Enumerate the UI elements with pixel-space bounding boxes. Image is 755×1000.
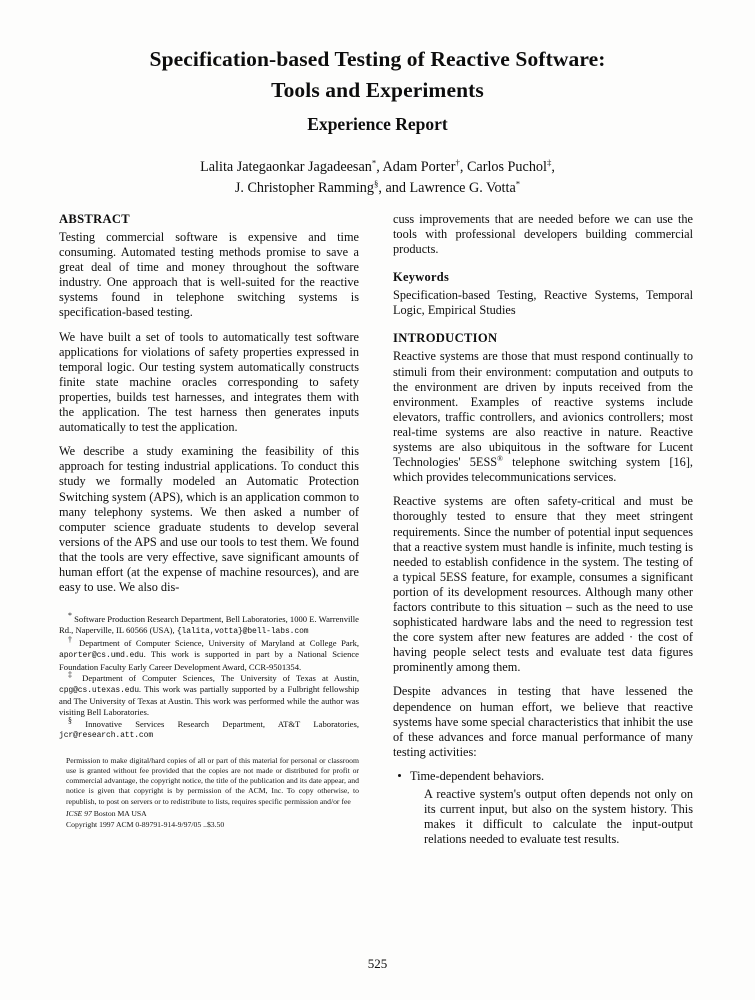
footnote-email-ddagger: cpg@cs.utexas.edu <box>59 685 139 695</box>
author-line-1-tail: , <box>551 159 555 175</box>
intro-paragraph-1 <box>393 349 693 485</box>
footnote-affiliation-ddagger <box>59 670 359 717</box>
footnote-mark-section: § <box>68 715 72 725</box>
abstract-paragraph-2: We have built a set of tools to automatically test software applications for violations of safety properties expressed in temporal logic. Our testing system automatically constructs finite state machine oracles corresponding to safety properties, builds test harnesses, and integrates them with the application. The test harness then generates inputs automatically to test the application. <box>59 329 359 435</box>
keywords-heading: Keywords <box>393 270 450 285</box>
copyright-permission-text: Permission to make digital/hard copies of all or part of this material for personal or classroom use is granted without fee provided that the copies are not made or distributed for profit or commercial advantage, the copyright notice, the title of the publication and its date appear, and notice is given that copyright is by permission of the ACM, Inc. To copy otherwise, to republish, to post on servers or to redistribute to lists, requires specific permission and/or fee <box>66 755 359 806</box>
author-porter: , Adam Porter <box>376 159 456 175</box>
intro-paragraph-2: Reactive systems are often safety-critical and must be thoroughly tested to ensure that they meet stringent requirements. Since the number of potential input sequences that a reactive system must handle is infinite, much testing is needed to establish confidence in the system. The testing of a typical 5ESS feature, for example, consumes a significant portion of its development resources. Although many other factors contribute to this situation – such as the need to use sophisticated hardware labs and the need to regression test the core system after new features are added · the cost of having people select tests and evaluate test data figures prominently among them. <box>393 494 693 675</box>
bullet-dot-icon <box>398 774 401 777</box>
abstract-paragraph-3: We describe a study examining the feasibility of this approach for testing industrial applications. To conduct this study we formally modeled an Automatic Protection Switching system (APS), which is an application common to many telephony systems. We then asked a number of computer science graduate students to develop several versions of the APS and use our tools to test them. We found that the tools are very effective, save significant amounts of human effort (at the expense of machine resources), and are easy to use. We also dis- <box>59 444 359 595</box>
intro-paragraph-3: Despite advances in testing that have lessened the dependence on human effort, we believe that reactive systems have some special characteristics that inhibit the use of these advances and force manual performance of many testing activities: <box>393 684 693 759</box>
title-block <box>0 0 755 199</box>
author-mark-1: * <box>371 157 377 168</box>
acm-copyright-block <box>59 756 359 830</box>
intro-p1-part-b: telephone switching system [16], which provides telecommunications services. <box>393 455 693 485</box>
author-puchol: , Carlos Puchol <box>459 159 547 175</box>
footnote-mark-dagger: † <box>68 635 75 645</box>
footnote-affiliation-dagger <box>59 635 360 672</box>
page-number: 525 <box>367 956 388 971</box>
footnote-affiliation-star <box>59 611 359 637</box>
author-mark-3: ‡ <box>546 157 552 168</box>
footnote-tail-ddagger: . This work was partially supported by a Fulbright fellowship and The University of Texas at Austin. This work was performed while the author was visiting Bell Laboratories. <box>59 683 359 717</box>
paper-title-line-2: Tools and Experiments <box>271 78 484 102</box>
footnote-text-section: Innovative Services Research Department, AT&T Laboratories, <box>85 718 359 729</box>
copyright-venue <box>66 809 359 819</box>
venue-location: Boston MA USA <box>91 808 147 818</box>
abstract-heading: ABSTRACT <box>59 212 130 226</box>
intro-p1-part-a: Reactive systems are those that must respond continually to stimuli from their environment: computation and outputs to the environment are driven by inputs received from the environment. Examples of reactive systems include elevators, traffic controllers, and avionics controllers; most real-time systems are also reactive in nature. Reactive systems are also ubiquitous in the software for Lucent Technologies' 5ESS <box>393 349 693 470</box>
footnote-email-dagger: aporter@cs.umd.edu <box>59 650 144 660</box>
left-column <box>59 212 359 830</box>
paper-title-line-1: Specification-based Testing of Reactive Software: <box>149 47 606 71</box>
footnote-mark-ddagger: ‡ <box>68 670 76 680</box>
footnote-text-dagger: Department of Computer Science, University of Maryland at College Park, <box>79 638 360 649</box>
author-jagadeesan: Lalita Jategaonkar Jagadeesan <box>200 159 372 175</box>
author-ramming: J. Christopher Ramming <box>234 180 374 196</box>
paper-subtitle: Experience Report <box>307 114 448 134</box>
footnote-email-star: {lalita,votta}@bell-labs.com <box>176 626 309 636</box>
footnote-affiliation-section <box>59 715 359 742</box>
footnotes-block <box>59 612 359 742</box>
footnote-email-section: jcr@research.att.com <box>59 731 154 741</box>
intro-characteristics-list <box>393 769 693 847</box>
author-mark-5: * <box>515 178 521 189</box>
list-item <box>410 769 693 847</box>
author-line-1 <box>60 157 695 178</box>
right-column <box>393 212 693 851</box>
author-line-2 <box>60 178 695 199</box>
abstract-continuation: cuss improvements that are needed before we can use the tools with professional developers building commercial products. <box>393 212 693 257</box>
registered-trademark-icon: ® <box>497 454 503 464</box>
footnote-text-ddagger: Department of Computer Sciences, The University of Texas at Austin, <box>82 673 359 684</box>
copyright-line: Copyright 1997 ACM 0-89791-914-9/97/05 ..$3.50 <box>66 819 225 829</box>
abstract-paragraph-1: Testing commercial software is expensive and time consuming. Automated testing methods promise to save a great deal of time and money throughout the software industry. One approach that is well-suited for the reactive systems found in telephone switching systems is specification-based testing. <box>59 230 359 320</box>
bullet-title: Time-dependent behaviors. <box>410 768 545 783</box>
footnote-tail-dagger: . This work is supported in part by a National Science Foundation Faculty Early Career Development Award, CCR-9501354. <box>59 648 359 672</box>
footnote-text-star: Software Production Research Department, Bell Laboratories, 1000 E. Warrenville Rd., Naperville, IL 60566 (USA), <box>59 614 359 635</box>
author-mark-2: † <box>455 157 460 168</box>
venue-name: ICSE 97 <box>66 808 92 818</box>
keywords-text: Specification-based Testing, Reactive Systems, Temporal Logic, Empirical Studies <box>393 288 693 318</box>
author-list <box>60 157 695 199</box>
footnote-mark-star: * <box>68 611 72 621</box>
introduction-heading: INTRODUCTION <box>393 331 498 346</box>
bullet-body: A reactive system's output often depends not only on its current input, but also on the system history. This makes it difficult to calculate the input-output relations needed to evaluate test results. <box>424 787 693 847</box>
author-mark-4: § <box>373 178 379 189</box>
author-votta: , and Lawrence G. Votta <box>378 180 516 196</box>
